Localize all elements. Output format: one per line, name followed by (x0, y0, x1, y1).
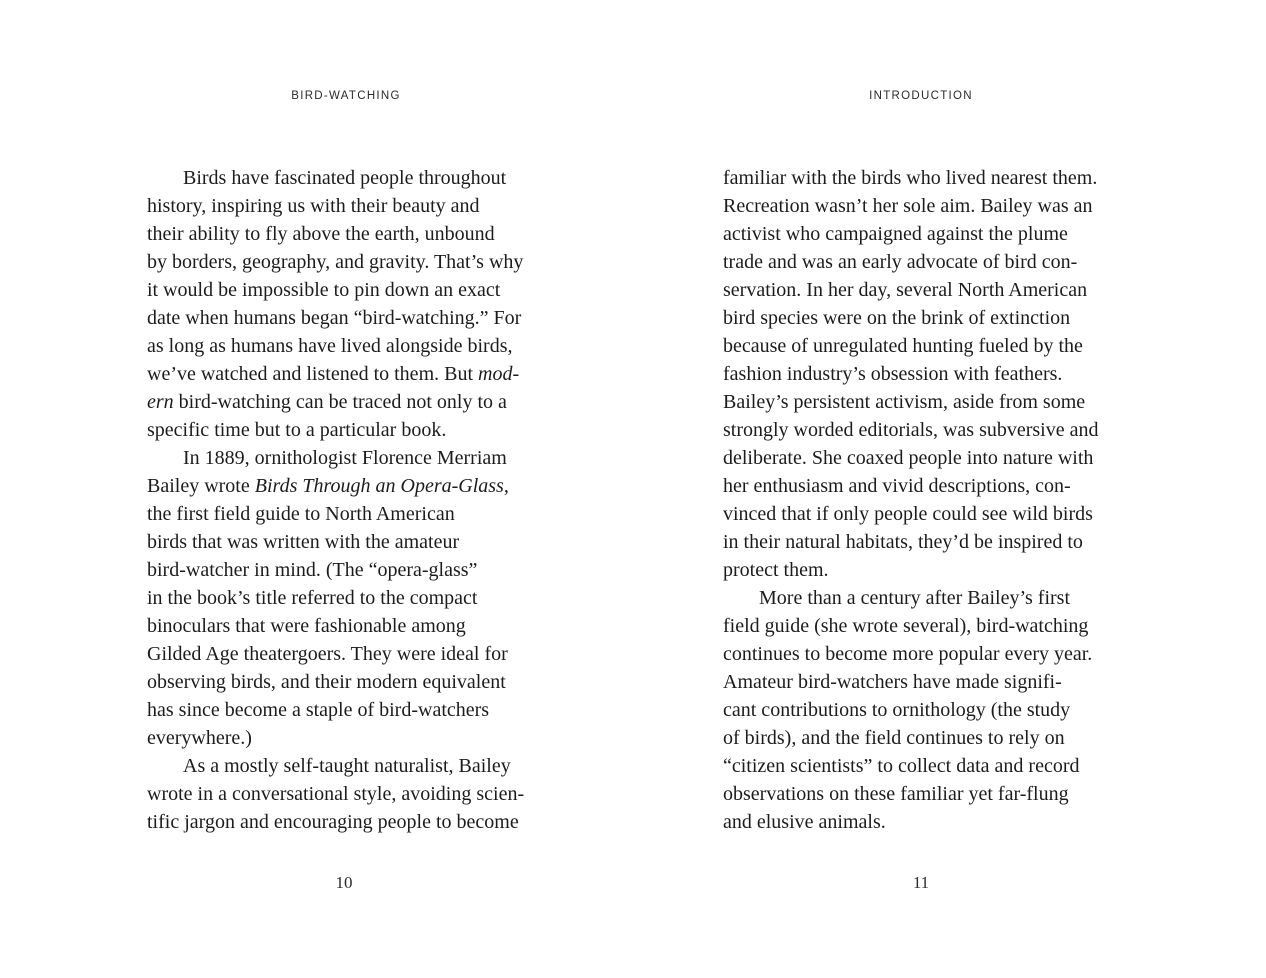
body-text-left (147, 164, 552, 836)
text-line (723, 220, 1133, 248)
text-segment: bird-watcher in mind. (The “opera-glass” (147, 559, 478, 581)
text-line (147, 752, 552, 780)
text-segment: has since become a staple of bird-watchers (147, 699, 490, 721)
text-segment: servation. In her day, several North American (723, 279, 1088, 301)
text-segment: familiar with the birds who lived nearest them. (723, 167, 1098, 189)
text-segment: bird species were on the brink of extinction (723, 307, 1071, 329)
text-segment: binoculars that were fashionable among (147, 615, 466, 637)
text-segment: birds that was written with the amateur (147, 531, 460, 553)
text-line (723, 248, 1133, 276)
text-segment: activist who campaigned against the plume (723, 223, 1068, 245)
text-segment: fashion industry’s obsession with feathers. (723, 363, 1063, 385)
text-segment: observations on these familiar yet far-flung (723, 783, 1069, 805)
text-segment: More than a century after Bailey’s first (759, 587, 1070, 609)
text-segment: vinced that if only people could see wild birds (723, 503, 1093, 525)
text-segment: date when humans began “bird-watching.” For (147, 307, 522, 329)
text-segment: in their natural habitats, they’d be inspired to (723, 531, 1083, 553)
text-segment: of birds), and the field continues to rely on (723, 727, 1065, 749)
text-line (147, 500, 552, 528)
text-line (147, 192, 552, 220)
text-segment: it would be impossible to pin down an exact (147, 279, 501, 301)
italic-text-segment: ern (147, 391, 174, 413)
text-line (723, 192, 1133, 220)
text-segment: continues to become more popular every year. (723, 643, 1093, 665)
text-line (147, 444, 552, 472)
text-segment: observing birds, and their modern equivalent (147, 671, 506, 693)
running-head-right: INTRODUCTION (869, 90, 973, 102)
page-number-left: 10 (335, 873, 353, 892)
text-line (723, 556, 1133, 584)
text-segment: history, inspiring us with their beauty and (147, 195, 480, 217)
text-line (147, 528, 552, 556)
text-line (723, 780, 1133, 808)
text-segment: Bailey wrote (147, 475, 255, 497)
text-line (147, 696, 552, 724)
text-line (147, 640, 552, 668)
text-line (147, 220, 552, 248)
text-line (723, 752, 1133, 780)
text-segment: Recreation wasn’t her sole aim. Bailey was an (723, 195, 1093, 217)
text-segment: Amateur bird-watchers have made signifi- (723, 671, 1062, 693)
text-segment: In 1889, ornithologist Florence Merriam (183, 447, 507, 469)
text-segment: because of unregulated hunting fueled by the (723, 335, 1083, 357)
text-line (723, 416, 1133, 444)
running-head-left: BIRD-WATCHING (291, 90, 401, 102)
text-line (147, 276, 552, 304)
text-segment: in the book’s title referred to the compact (147, 587, 478, 609)
text-segment: by borders, geography, and gravity. That’s why (147, 251, 524, 273)
text-segment: we’ve watched and listened to them. But (147, 363, 479, 385)
text-segment: strongly worded editorials, was subversive and (723, 419, 1099, 441)
text-line (723, 500, 1133, 528)
text-line (723, 360, 1133, 388)
body-text-right (723, 164, 1133, 836)
text-line (723, 444, 1133, 472)
text-segment: her enthusiasm and vivid descriptions, con- (723, 475, 1071, 497)
text-segment: wrote in a conversational style, avoiding scien- (147, 783, 525, 805)
text-line (147, 724, 552, 752)
right-page (633, 0, 1266, 978)
text-segment: tific jargon and encouraging people to become (147, 811, 519, 833)
text-line (147, 808, 552, 836)
text-line (723, 164, 1133, 192)
text-line (723, 332, 1133, 360)
text-segment: field guide (she wrote several), bird-watching (723, 615, 1089, 637)
text-segment: Bailey’s persistent activism, aside from some (723, 391, 1086, 413)
text-segment: As a mostly self-taught naturalist, Bailey (183, 755, 511, 777)
text-line (147, 388, 552, 416)
text-line (723, 528, 1133, 556)
text-segment: and elusive animals. (723, 811, 886, 833)
text-segment: everywhere.) (147, 727, 252, 749)
text-line (723, 276, 1133, 304)
text-segment: the first field guide to North American (147, 503, 455, 525)
text-line (147, 416, 552, 444)
italic-text-segment: Birds Through an Opera-Glass (254, 475, 504, 497)
text-line (723, 304, 1133, 332)
text-line (723, 696, 1133, 724)
text-segment: deliberate. She coaxed people into nature with (723, 447, 1094, 469)
text-segment: bird-watching can be traced not only to a (173, 391, 507, 413)
text-segment: “citizen scientists” to collect data and record (723, 755, 1080, 777)
text-line (147, 248, 552, 276)
page-number-right: 11 (912, 873, 930, 892)
text-line (147, 584, 552, 612)
text-segment: cant contributions to ornithology (the study (723, 699, 1071, 721)
text-line (723, 584, 1133, 612)
text-segment: protect them. (723, 559, 829, 581)
text-line (147, 164, 552, 192)
text-segment: trade and was an early advocate of bird con- (723, 251, 1078, 273)
text-line (147, 780, 552, 808)
text-segment: as long as humans have lived alongside birds, (147, 335, 513, 357)
text-segment: Birds have fascinated people throughout (183, 167, 507, 189)
text-line (723, 808, 1133, 836)
text-line (723, 388, 1133, 416)
text-segment: their ability to fly above the earth, unbound (147, 223, 495, 245)
text-line (147, 556, 552, 584)
italic-text-segment: mod- (478, 363, 520, 385)
text-line (723, 472, 1133, 500)
text-line (723, 724, 1133, 752)
text-line (147, 360, 552, 388)
text-line (147, 332, 552, 360)
text-segment: , (503, 475, 509, 497)
text-line (723, 612, 1133, 640)
text-line (723, 668, 1133, 696)
text-line (723, 640, 1133, 668)
text-line (147, 304, 552, 332)
text-line (147, 668, 552, 696)
text-segment: Gilded Age theatergoers. They were ideal for (147, 643, 508, 665)
text-line (147, 612, 552, 640)
text-line (147, 472, 552, 500)
text-segment: specific time but to a particular book. (147, 419, 447, 441)
